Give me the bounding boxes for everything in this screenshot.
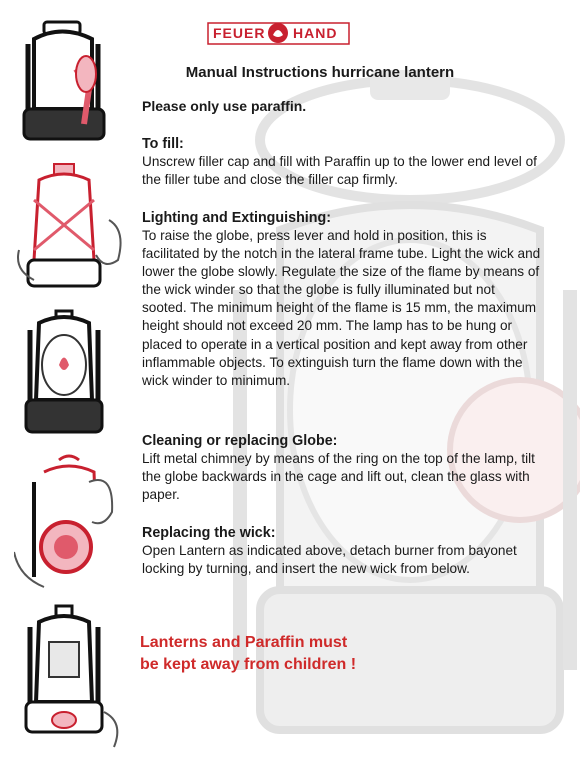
wick-replacing-illustration: [14, 602, 132, 752]
intro-text: Please only use paraffin.: [142, 98, 307, 114]
section-lighting: [142, 209, 542, 390]
section-cleaning-globe: [142, 432, 542, 504]
safety-warning: [140, 632, 460, 676]
lantern-extinguish-illustration: [14, 305, 132, 445]
section-heading: Lighting and Extinguishing:: [142, 210, 332, 226]
section-body: To raise the globe, press lever and hold in position, this is facilitated by the notch in the lateral frame tube. Light the wick and lower the globe slowly. Regulate the size of the flame by means of the wick winder so that the globe is fully illuminated but not sooted. The minimum height of the flame is 15 mm, the maximum height should not exceed 20 mm. The lamp has to be hung or placed to operate in a vertical position and kept away from other inflammable objects. To extinguish turn the flame down with the wick winder to minimum.: [142, 228, 541, 388]
section-replacing-wick: [142, 524, 542, 578]
section-heading: Cleaning or replacing Globe:: [142, 433, 338, 449]
feuerhand-logo: [207, 21, 350, 46]
globe-replacing-illustration: [14, 452, 132, 594]
warning-line-2: be kept away from children !: [140, 656, 357, 673]
warning-line-1: Lanterns and Paraffin must: [140, 634, 348, 651]
section-to-fill: [142, 135, 542, 189]
section-body: Open Lantern as indicated above, detach burner from bayonet locking by turning, and insert the new wick from below.: [142, 543, 517, 577]
logo-text-right: HAND: [293, 25, 338, 41]
section-body: Lift metal chimney by means of the ring on the top of the lamp, tilt the globe backwards in the cage and lift out, clean the glass with paper.: [142, 451, 535, 503]
section-heading: To fill:: [142, 136, 184, 152]
lantern-fill-illustration: [14, 14, 132, 149]
lantern-lighting-illustration: [14, 160, 132, 300]
logo-text-left: FEUER: [213, 25, 266, 41]
section-body: Unscrew filler cap and fill with Paraffin up to the lower end level of the filler tube and close the filler cap firmly.: [142, 154, 537, 188]
section-heading: Replacing the wick:: [142, 525, 276, 541]
page-title: Manual Instructions hurricane lantern: [185, 64, 455, 81]
